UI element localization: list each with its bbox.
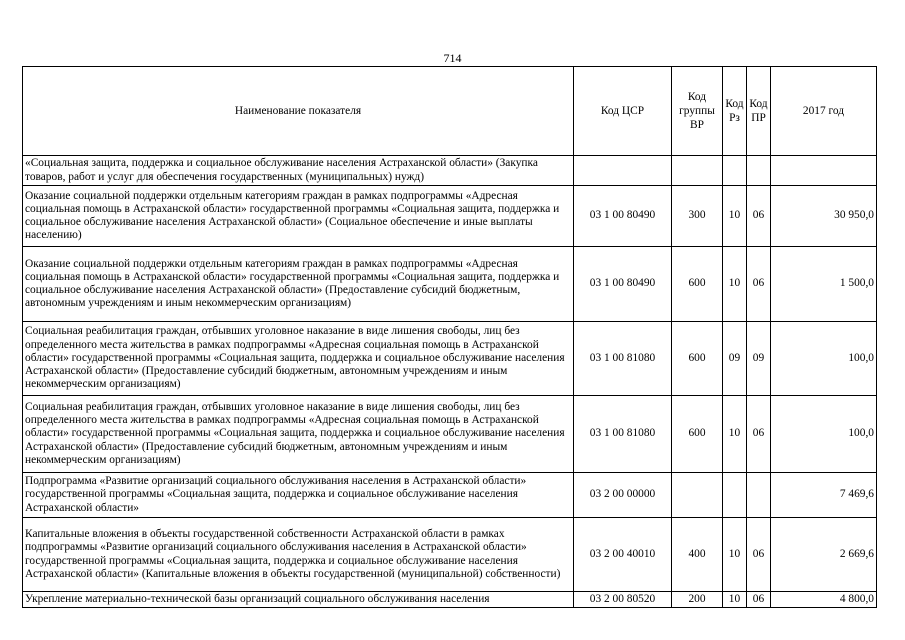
row-vr: 600 bbox=[672, 322, 723, 396]
header-name: Наименование показателя bbox=[23, 67, 574, 156]
page-number: 714 bbox=[443, 51, 462, 65]
row-amount: 100,0 bbox=[771, 322, 877, 396]
row-vr: 200 bbox=[672, 592, 723, 608]
row-name: Оказание социальной поддержки отдельным категориям граждан в рамках подпрограммы «Адресная социальная помощь в Астраханской области» государственной программы «Социальная защита, поддержка и социальное обслуживание населения Астраханской области» (Социальное обеспечение и иные выплаты населению) bbox=[23, 186, 574, 247]
row-rz: 10 bbox=[723, 518, 747, 592]
row-vr bbox=[672, 473, 723, 518]
row-csr bbox=[574, 156, 672, 186]
row-pr: 06 bbox=[747, 396, 771, 473]
header-year: 2017 год bbox=[771, 67, 877, 156]
row-name: Подпрограмма «Развитие организаций социального обслуживания населения в Астраханской области» государственной программы «Социальная защита, поддержка и социальное обслуживание населения Астраханской области» bbox=[23, 473, 574, 518]
row-name: «Социальная защита, поддержка и социальное обслуживание населения Астраханской области» (Закупка товаров, работ и услуг для обеспечения государственных (муниципальных) нужд) bbox=[23, 156, 574, 186]
row-vr: 600 bbox=[672, 247, 723, 322]
row-name: Социальная реабилитация граждан, отбывших уголовное наказание в виде лишения свободы, лиц без определенного места жительства в рамках подпрограммы «Адресная социальная помощь в Астраханской области» государственной программы «Социальная защита, поддержка и социальное обслуживание населения Астраханской области» (Предоставление субсидий бюджетным, автономным учреждениям и иным некоммерческим организациям) bbox=[23, 396, 574, 473]
table-row bbox=[23, 518, 877, 592]
row-vr bbox=[672, 156, 723, 186]
row-rz bbox=[723, 156, 747, 186]
header-csr: Код ЦСР bbox=[574, 67, 672, 156]
row-pr bbox=[747, 473, 771, 518]
row-pr: 06 bbox=[747, 592, 771, 608]
table-row bbox=[23, 592, 877, 608]
row-pr: 06 bbox=[747, 186, 771, 247]
table-row bbox=[23, 322, 877, 396]
row-csr: 03 1 00 80490 bbox=[574, 247, 672, 322]
row-rz: 10 bbox=[723, 396, 747, 473]
row-name: Оказание социальной поддержки отдельным категориям граждан в рамках подпрограммы «Адресная социальная помощь в Астраханской области» государственной программы «Социальная защита, поддержка и социальное обслуживание населения Астраханской области» (Предоставление субсидий бюджетным, автономным учреждениям и иным некоммерческим организациям) bbox=[23, 247, 574, 322]
row-rz: 10 bbox=[723, 186, 747, 247]
row-csr: 03 2 00 40010 bbox=[574, 518, 672, 592]
row-rz bbox=[723, 473, 747, 518]
row-name: Укрепление материально-технической базы организаций социального обслуживания населения bbox=[23, 592, 574, 608]
row-amount: 30 950,0 bbox=[771, 186, 877, 247]
row-csr: 03 1 00 80490 bbox=[574, 186, 672, 247]
table-row bbox=[23, 473, 877, 518]
row-amount: 1 500,0 bbox=[771, 247, 877, 322]
row-rz: 10 bbox=[723, 592, 747, 608]
row-vr: 300 bbox=[672, 186, 723, 247]
header-pr: Код ПР bbox=[747, 67, 771, 156]
table-row bbox=[23, 156, 877, 186]
row-csr: 03 1 00 81080 bbox=[574, 322, 672, 396]
table-row bbox=[23, 186, 877, 247]
row-csr: 03 2 00 80520 bbox=[574, 592, 672, 608]
table-row bbox=[23, 396, 877, 473]
header-rz: Код Рз bbox=[723, 67, 747, 156]
row-name: Социальная реабилитация граждан, отбывших уголовное наказание в виде лишения свободы, лиц без определенного места жительства в рамках подпрограммы «Адресная социальная помощь в Астраханской области» государственной программы «Социальная защита, поддержка и социальное обслуживание населения Астраханской области» (Предоставление субсидий бюджетным, автономным учреждениям и иным некоммерческим организациям) bbox=[23, 322, 574, 396]
row-amount bbox=[771, 156, 877, 186]
row-csr: 03 2 00 00000 bbox=[574, 473, 672, 518]
row-amount: 7 469,6 bbox=[771, 473, 877, 518]
budget-table bbox=[22, 66, 877, 608]
row-pr: 06 bbox=[747, 518, 771, 592]
row-amount: 2 669,6 bbox=[771, 518, 877, 592]
row-amount: 100,0 bbox=[771, 396, 877, 473]
row-amount: 4 800,0 bbox=[771, 592, 877, 608]
row-name: Капитальные вложения в объекты государственной собственности Астраханской области в рамках подпрограммы «Развитие организаций социального обслуживания населения в Астраханской области» государственной программы «Социальная защита, поддержка и социальное обслуживание населения Астраханской области» (Капитальные вложения в объекты государственной (муниципальной) собственности) bbox=[23, 518, 574, 592]
table-row bbox=[23, 247, 877, 322]
row-rz: 09 bbox=[723, 322, 747, 396]
row-pr bbox=[747, 156, 771, 186]
header-vr: Код группы ВР bbox=[672, 67, 723, 156]
table-header-row bbox=[23, 67, 877, 156]
row-pr: 09 bbox=[747, 322, 771, 396]
row-vr: 400 bbox=[672, 518, 723, 592]
row-rz: 10 bbox=[723, 247, 747, 322]
row-pr: 06 bbox=[747, 247, 771, 322]
row-vr: 600 bbox=[672, 396, 723, 473]
row-csr: 03 1 00 81080 bbox=[574, 396, 672, 473]
